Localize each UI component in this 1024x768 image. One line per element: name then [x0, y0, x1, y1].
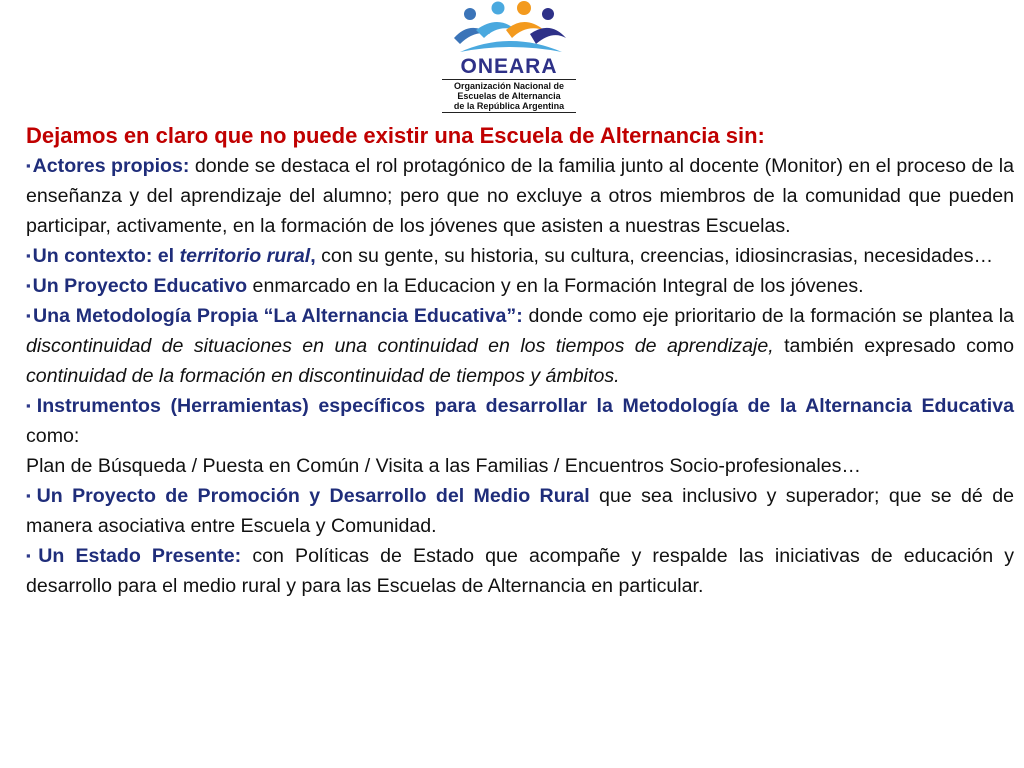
item-text: también expresado como	[773, 335, 1014, 357]
item-title: Instrumentos (Herramientas) específicos para desarrollar la Metodología de la Alternancia Educativa	[36, 395, 1015, 417]
item-title: Actores propios:	[32, 155, 190, 177]
item-title: Una Metodología Propia “La Alternancia Educativa”:	[32, 305, 523, 327]
bullet-icon: ▪	[26, 398, 35, 413]
item-title: Un Estado Presente:	[38, 545, 242, 567]
logo-subtitle	[442, 79, 576, 113]
item-text: enmarcado en la Educacion y en la Formación Integral de los jóvenes.	[247, 275, 864, 297]
logo-line: de la República Argentina	[453, 101, 565, 111]
list-item	[26, 541, 1014, 601]
bullet-icon: ▪	[26, 158, 31, 173]
logo-line: Escuelas de Alternancia	[457, 91, 561, 101]
list-item	[26, 481, 1014, 541]
item-title-emphasis: territorio rural	[179, 245, 311, 267]
item-subline: Plan de Búsqueda / Puesta en Común / Visita a las Familias / Encuentros Socio-profesionales…	[26, 455, 862, 477]
list-item	[26, 241, 1014, 271]
item-text: con Políticas de Estado que acompañe y respalde las iniciativas de educación y desarrollo para el medio rural y para las Escuelas de Alternancia en particular.	[26, 545, 1014, 597]
item-text: como:	[26, 425, 80, 447]
item-title: Un contexto: el	[32, 245, 180, 267]
bullet-icon: ▪	[26, 488, 35, 503]
bullet-icon: ▪	[26, 308, 31, 323]
item-text: que sea inclusivo y superador; que se dé de manera asociativa entre Escuela y Comunidad.	[26, 485, 1014, 537]
item-text: con su gente, su historia, su cultura, creencias, idiosincrasias, necesidades…	[315, 245, 994, 267]
list-item	[26, 271, 1014, 301]
list-item	[26, 391, 1014, 451]
list-item	[26, 151, 1014, 241]
bullet-icon: ▪	[26, 278, 31, 293]
bullet-icon: ▪	[26, 548, 37, 563]
list-item	[26, 301, 1014, 391]
item-text-italic: continuidad de la formación en discontinuidad de tiempos y ámbitos.	[26, 365, 620, 387]
logo-wordmark: ONEARA	[460, 55, 558, 78]
item-text: donde como eje prioritario de la formación se plantea la	[522, 305, 1015, 327]
slide-heading: Dejamos en claro que no puede existir una Escuela de Alternancia sin:	[26, 123, 765, 148]
item-title: Un Proyecto Educativo	[32, 275, 248, 297]
item-title: Un Proyecto de Promoción y Desarrollo del Medio Rural	[36, 485, 590, 507]
logo-line: Organización Nacional de	[453, 81, 565, 91]
item-title-punct: ,	[310, 245, 316, 267]
bullet-icon: ▪	[26, 248, 31, 263]
item-text: donde se destaca el rol protagónico de la familia junto al docente (Monitor) en el proceso de la enseñanza y del aprendizaje del alumno; pero que no excluye a otros miembros de la comunidad que pueden participar, activamente, en la formación de los jóvenes que asisten a nuestras Escuelas.	[26, 155, 1015, 237]
slide-body	[26, 121, 1014, 601]
people-icon	[440, 0, 578, 58]
oneara-logo	[440, 0, 578, 114]
item-text-italic: discontinuidad de situaciones en una continuidad en los tiempos de aprendizaje,	[26, 335, 774, 357]
